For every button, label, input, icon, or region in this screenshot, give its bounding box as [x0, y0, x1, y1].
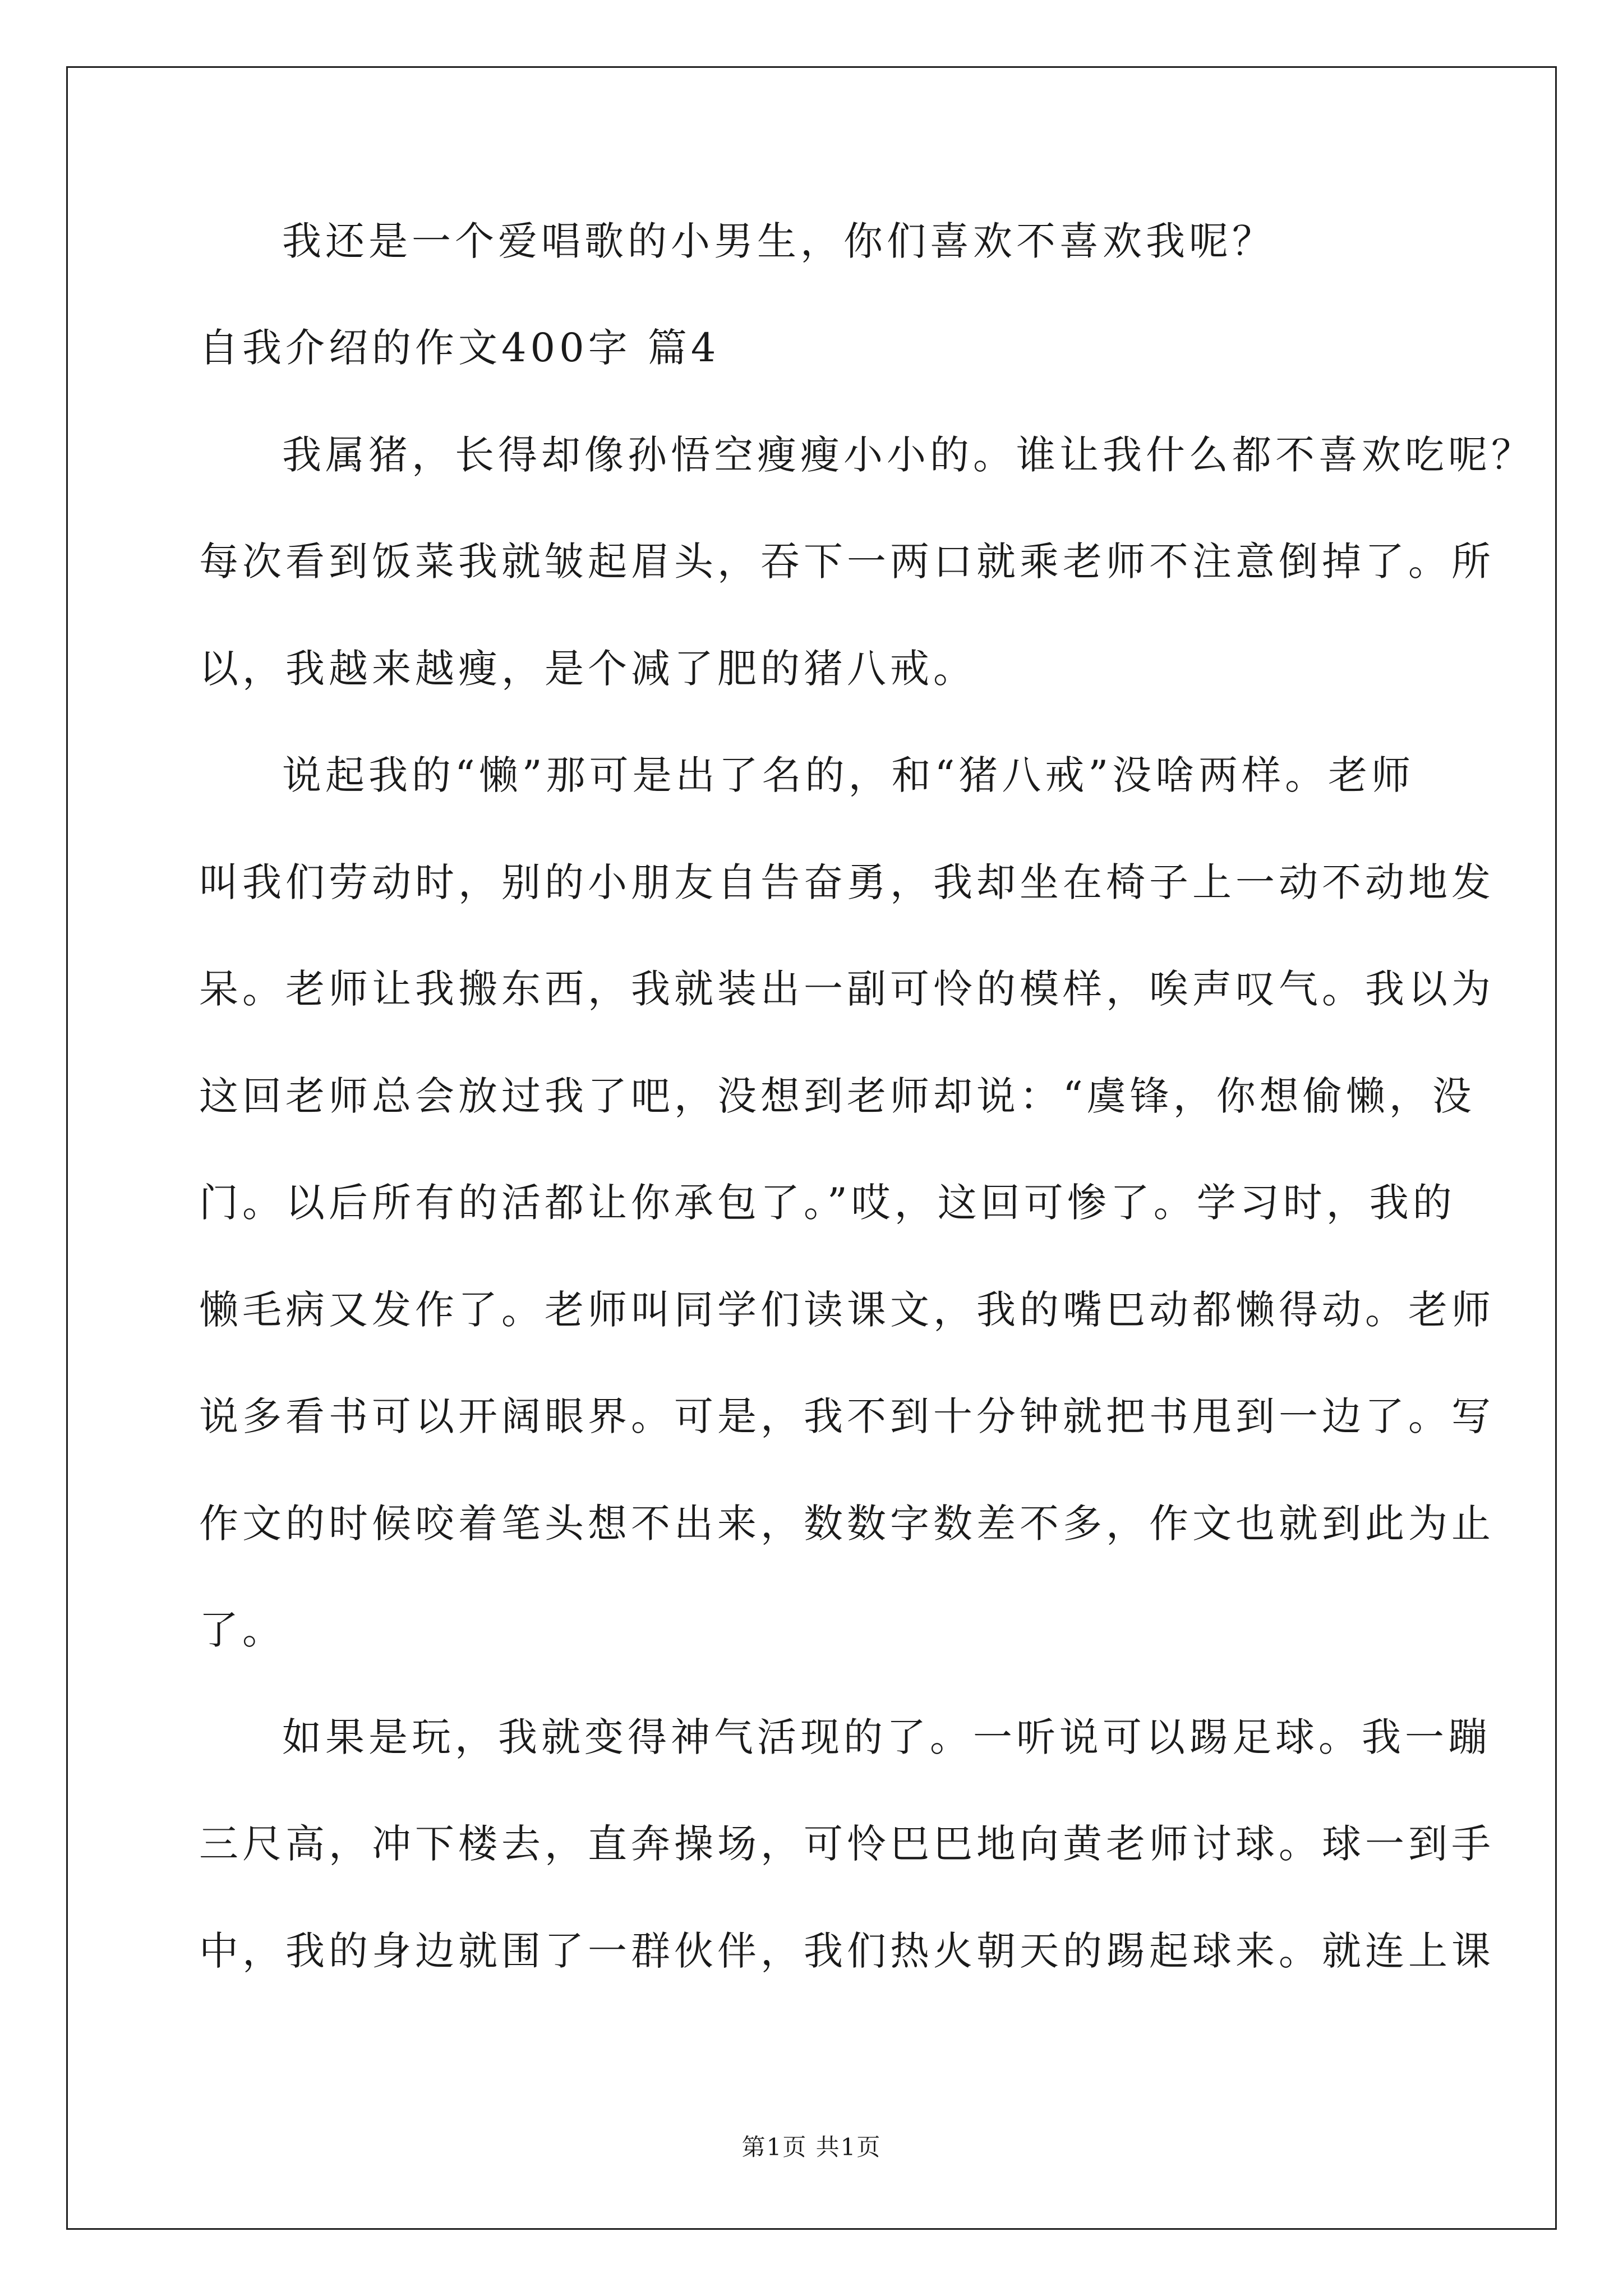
paragraph-line: 我还是一个爱唱歌的小男生，你们喜欢不喜欢我呢？: [282, 218, 1275, 264]
paragraph-line: 我属猪，长得却像孙悟空瘦瘦小小的。谁让我什么都不喜欢吃呢？: [282, 432, 1534, 478]
paragraph-line: 每次看到饭菜我就皱起眉头，吞下一两口就乘老师不注意倒掉了。所: [199, 539, 1495, 585]
paragraph-line: 以，我越来越瘦，是个减了肥的猪八戒。: [199, 646, 976, 692]
paragraph-line: 中，我的身边就围了一群伙伴，我们热火朝天的踢起球来。就连上课: [199, 1928, 1495, 1974]
page-border: [66, 66, 1557, 2230]
paragraph-line: 懒毛病又发作了。老师叫同学们读课文，我的嘴巴动都懒得动。老师: [199, 1287, 1495, 1333]
paragraph-line: 门。以后所有的活都让你承包了。”哎，这回可惨了。学习时，我的: [199, 1180, 1456, 1226]
paragraph-line: 了。: [199, 1607, 285, 1653]
section-heading: 自我介绍的作文400字 篇4: [199, 325, 720, 371]
paragraph-line: 叫我们劳动时，别的小朋友自告奋勇，我却坐在椅子上一动不动地发: [199, 859, 1495, 905]
paragraph-line: 这回老师总会放过我了吧，没想到老师却说：“虞锋，你想偷懒，没: [199, 1073, 1476, 1119]
paragraph-line: 如果是玩，我就变得神气活现的了。一听说可以踢足球。我一蹦: [282, 1714, 1491, 1760]
page-number-footer: 第1页 共1页: [741, 2133, 882, 2161]
paragraph-line: 呆。老师让我搬东西，我就装出一副可怜的模样，唉声叹气。我以为: [199, 966, 1495, 1012]
paragraph-line: 说多看书可以开阔眼界。可是，我不到十分钟就把书甩到一边了。写: [199, 1393, 1495, 1439]
paragraph-line: 作文的时候咬着笔头想不出来，数数字数差不多，作文也就到此为止: [199, 1501, 1495, 1547]
paragraph-line: 说起我的“懒”那可是出了名的，和“猪八戒”没啥两样。老师: [282, 752, 1415, 798]
paragraph-line: 三尺高，冲下楼去，直奔操场，可怜巴巴地向黄老师讨球。球一到手: [199, 1821, 1495, 1867]
